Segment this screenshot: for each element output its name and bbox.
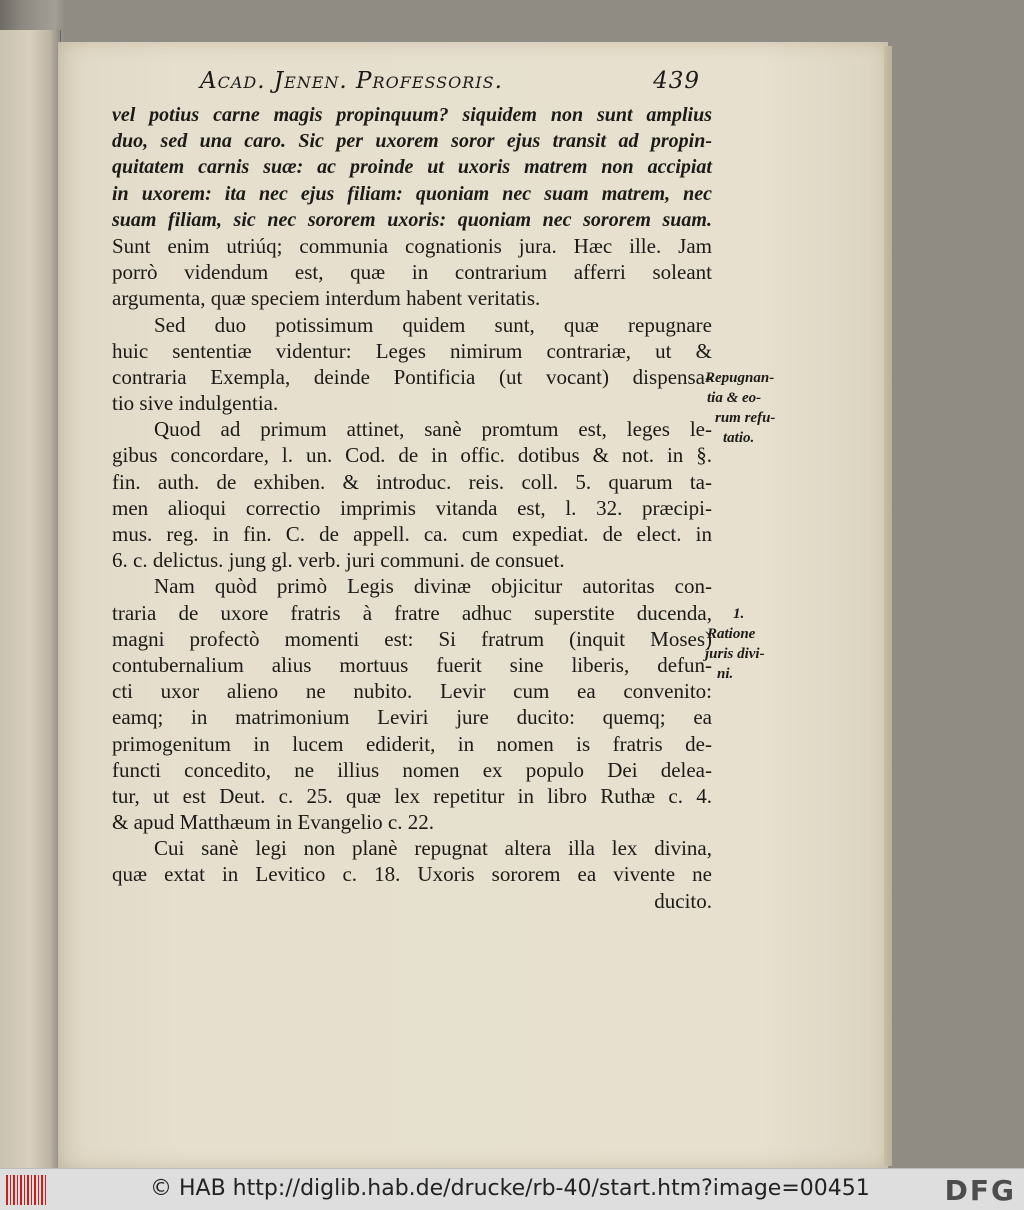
- text-line: eamq; in matrimonium Leviri jure ducito: quemq; ea: [112, 705, 712, 730]
- margin-note-line: juris divi-: [705, 646, 765, 662]
- margin-note-line: Ratione: [707, 626, 756, 642]
- text-line: tio sive indulgentia.: [112, 391, 279, 416]
- facing-page-edge: [0, 30, 61, 1168]
- text-line: & apud Matthæum in Evangelio c. 22.: [112, 810, 434, 835]
- text-line: Nam quòd primò Legis divinæ objicitur autoritas con-: [154, 574, 712, 599]
- hab-barcode-icon: [6, 1175, 46, 1205]
- running-title: Acad. Jenen. Professoris.: [200, 68, 503, 94]
- margin-note-repugnantia: [705, 368, 795, 448]
- text-line: functi concedito, ne illius nomen ex populo Dei delea-: [112, 757, 712, 782]
- source-url-link[interactable]: © HAB http://diglib.hab.de/drucke/rb-40/start.htm?image=00451: [150, 1176, 870, 1201]
- page-header: [200, 68, 700, 98]
- dfg-logo: DFG: [944, 1174, 1016, 1207]
- page-number: 439: [653, 68, 700, 94]
- text-line: Sed duo potissimum quidem sunt, quæ repugnare: [154, 312, 712, 337]
- text-line: primogenitum in lucem ediderit, in nomen is fratris de-: [112, 731, 712, 756]
- text-line: contubernalium alius mortuus fuerit sine liberis, defun-: [112, 652, 712, 677]
- text-line: contraria Exempla, deinde Pontificia (ut vocant) dispensa-: [112, 364, 712, 389]
- margin-note-line: rum refu-: [715, 410, 776, 426]
- text-line: traria de uxore fratris à fratre adhuc superstite ducenda,: [112, 600, 712, 625]
- text-line: in uxorem: ita nec ejus filiam: quoniam nec suam matrem, nec: [112, 182, 712, 205]
- text-line: magni profectò momenti est: Si fratrum (inquit Moses): [112, 626, 712, 651]
- text-line: Cui sanè legi non planè repugnat altera illa lex divina,: [154, 836, 712, 861]
- text-line: vel potius carne magis propinquum? siquidem non sunt amplius: [112, 104, 712, 126]
- text-line: cti uxor alieno ne nubito. Levir cum ea convenito:: [112, 679, 712, 704]
- margin-note-ratione: [705, 604, 795, 684]
- text-line: Sunt enim utriúq; communia cognationis jura. Hæc ille. Jam: [112, 233, 712, 258]
- text-line: men alioqui correctio imprimis vitanda est, l. 32. præcipi-: [112, 495, 712, 520]
- text-line: gibus concordare, l. un. Cod. de in offic. dotibus & not. in §.: [112, 443, 712, 468]
- text-line: duo, sed una caro. Sic per uxorem soror ejus transit ad propin-: [112, 130, 712, 153]
- margin-note-line: Repugnan-: [705, 370, 775, 386]
- margin-note-line: tatio.: [723, 430, 755, 446]
- text-line: suam filiam, sic nec sororem uxoris: quoniam nec sororem suam.: [112, 208, 712, 231]
- footer-bar: [0, 1168, 1024, 1210]
- text-line: ducito.: [654, 888, 712, 913]
- text-line: argumenta, quæ speciem interdum habent veritatis.: [112, 286, 541, 311]
- body-text: [112, 102, 712, 914]
- text-line: fin. auth. de exhiben. & introduc. reis. coll. 5. quarum ta-: [112, 469, 712, 494]
- text-line: tur, ut est Deut. c. 25. quæ lex repetitur in libro Ruthæ c. 4.: [112, 783, 712, 808]
- text-line: 6. c. delictus. jung gl. verb. juri communi. de consuet.: [112, 548, 565, 573]
- margin-note-line: 1.: [733, 606, 745, 622]
- text-line: quitatem carnis suæ: ac proinde ut uxoris matrem non accipiat: [112, 156, 712, 179]
- text-line: mus. reg. in fin. C. de appell. ca. cum expediat. de elect. in: [112, 522, 712, 546]
- text-line: porrò videndum est, quæ in contrarium afferri soleant: [112, 260, 712, 285]
- text-line: quæ extat in Levitico c. 18. Uxoris sororem ea vivente ne: [112, 862, 712, 887]
- text-line: Quod ad primum attinet, sanè promtum est, leges le-: [154, 417, 712, 442]
- text-line: huic sententiæ videntur: Leges nimirum contrariæ, ut &: [112, 338, 712, 363]
- margin-note-line: ni.: [717, 666, 734, 682]
- margin-note-line: tia & eo-: [707, 390, 762, 406]
- page-edge: [884, 46, 892, 1166]
